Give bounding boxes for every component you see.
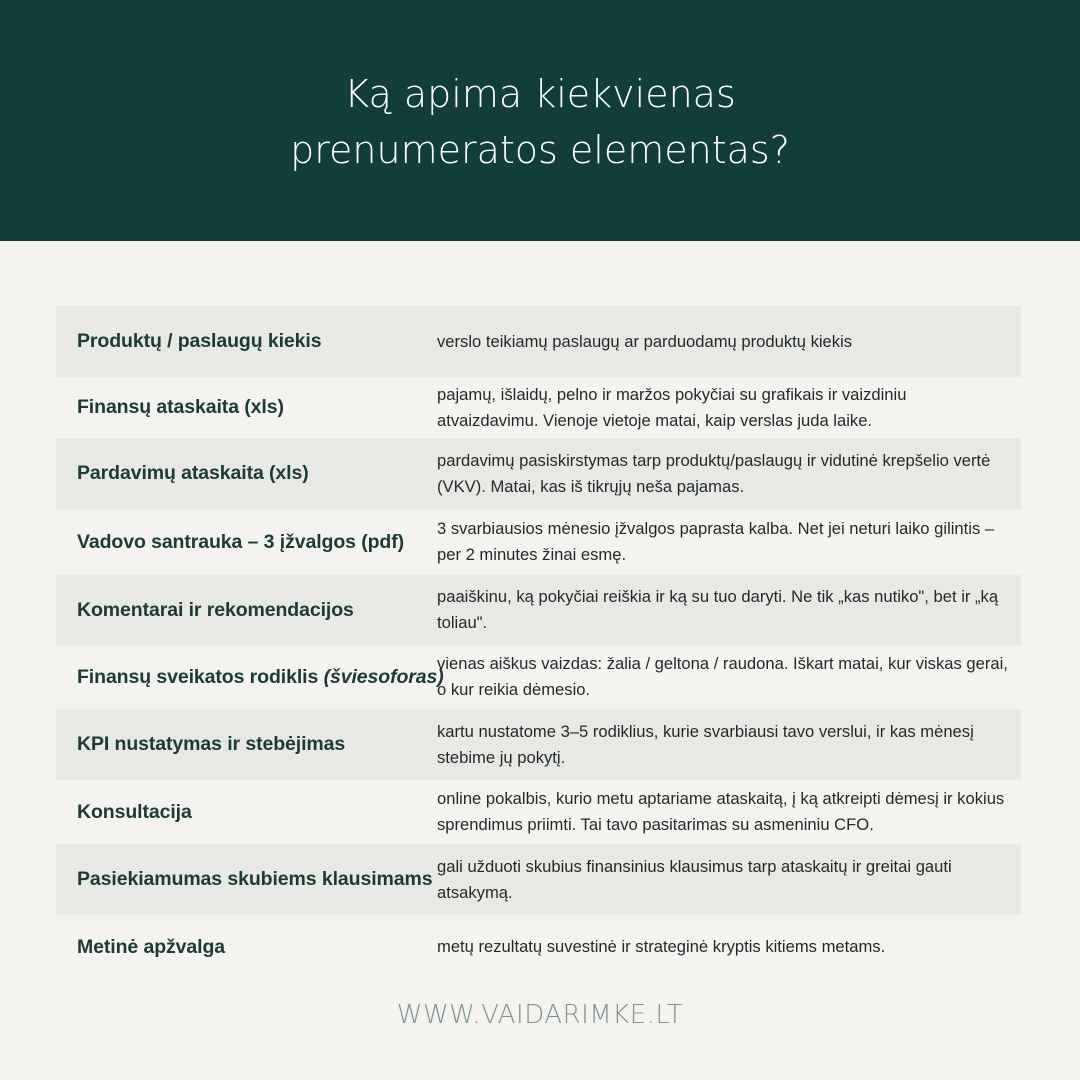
feature-description: vienas aiškus vaizdas: žalia / geltona / raudona. Iškart matai, kur viskas gerai, o kur reikia dėmesio. <box>437 654 1008 699</box>
header-banner <box>0 0 1080 241</box>
feature-description: metų rezultatų suvestinė ir strateginė kryptis kitiems metams. <box>437 937 886 956</box>
table-row <box>56 780 1021 844</box>
table-row <box>56 306 1021 377</box>
table-row <box>56 915 1021 979</box>
table-row <box>56 438 1021 509</box>
feature-name: Finansų sveikatos rodiklis (šviesoforas) <box>77 665 444 688</box>
feature-name: Vadovo santrauka – 3 įžvalgos (pdf) <box>77 530 405 553</box>
feature-name: Produktų / paslaugų kiekis <box>77 330 322 352</box>
page-title-line-2: prenumeratos elementas? <box>290 127 790 172</box>
feature-description: 3 svarbiausios mėnesio įžvalgos paprasta kalba. Net jei neturi laiko gilintis – per 2 minutes žinai esmę. <box>437 519 995 564</box>
feature-description: pardavimų pasiskirstymas tarp produktų/paslaugų ir vidutinė krepšelio vertė (VKV). Matai, kas iš tikrųjų neša pajamas. <box>437 450 991 496</box>
feature-description: pajamų, išlaidų, pelno ir maržos pokyčiai su grafikais ir vaizdiniu atvaizdavimu. Vienoje vietoje matai, kaip verslas juda laike. <box>437 384 907 430</box>
table-row <box>56 645 1021 709</box>
feature-description: gali užduoti skubius finansinius klausimus tarp ataskaitų ir greitai gauti atsakymą. <box>437 856 952 902</box>
feature-name: Metinė apžvalga <box>77 935 226 958</box>
feature-name: KPI nustatymas ir stebėjimas <box>77 733 346 755</box>
table-row <box>56 709 1021 780</box>
feature-name: Finansų ataskaita (xls) <box>77 396 284 418</box>
website-url: WWW.VAIDARIMKE.LT <box>396 1000 684 1030</box>
table-row <box>56 575 1021 645</box>
page-title <box>290 64 790 178</box>
feature-description: paaiškinu, ką pokyčiai reiškia ir ką su tuo daryti. Ne tik „kas nutiko", bet ir „ką toliau". <box>437 587 999 632</box>
feature-name: Pasiekiamumas skubiems klausimams <box>77 868 433 890</box>
feature-name: Komentarai ir rekomendacijos <box>77 598 354 621</box>
feature-name-note: (šviesoforas) <box>323 665 444 688</box>
page-title-line-1: Ką apima kiekvienas <box>344 71 736 116</box>
feature-description: verslo teikiamų paslaugų ar parduodamų produktų kiekis <box>437 331 853 351</box>
table-row <box>56 844 1021 915</box>
table-row <box>56 509 1021 575</box>
feature-name: Pardavimų ataskaita (xls) <box>77 462 309 484</box>
feature-description: online pokalbis, kurio metu aptariame ataskaitą, į ką atkreipti dėmesį ir kokius sprendimus priimti. Tai tavo pasitarimas su asmeniniu CFO. <box>437 789 1005 834</box>
features-table <box>56 306 1021 979</box>
feature-name: Konsultacija <box>77 800 192 823</box>
feature-description: kartu nustatome 3–5 rodiklius, kurie svarbiausi tavo verslui, ir kas mėnesį stebime jų pokytį. <box>437 721 974 767</box>
table-row <box>56 377 1021 438</box>
